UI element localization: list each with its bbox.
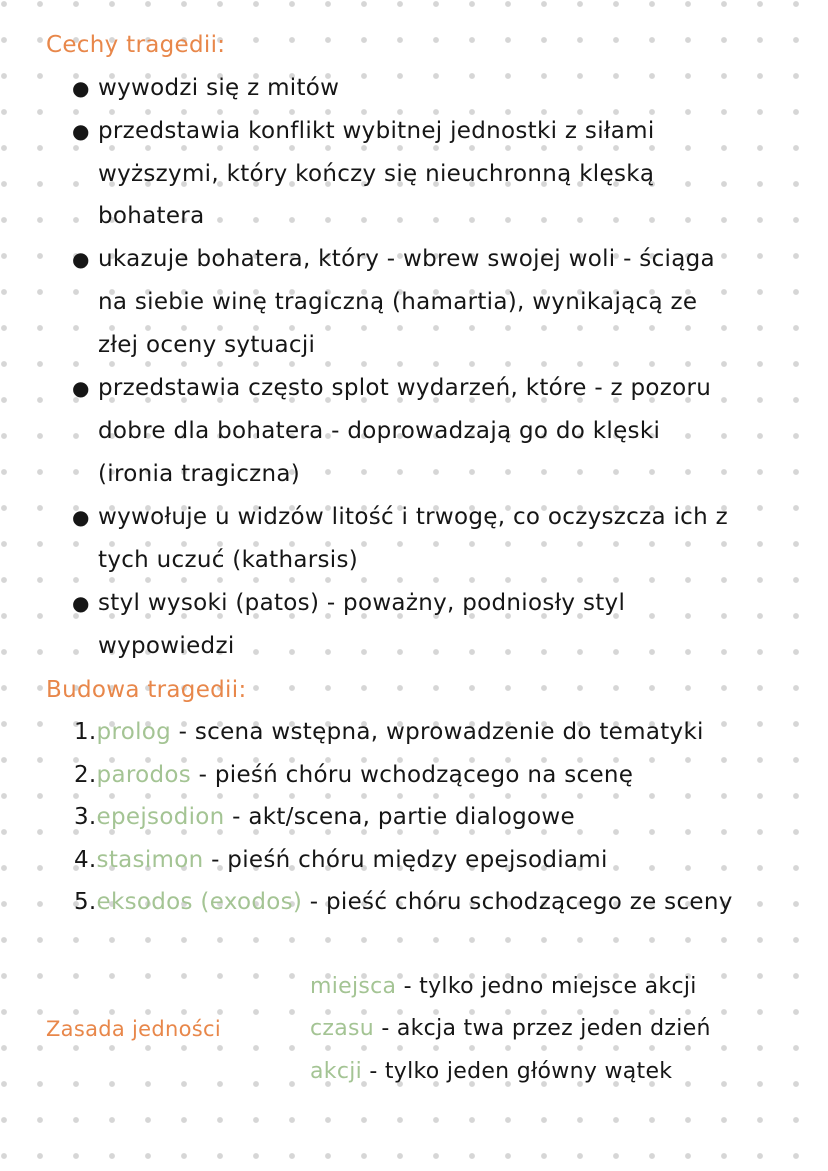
list-item-continuation: na siebie winę tragiczną (hamartia), wynikającą ze	[98, 289, 698, 315]
list-item: 1.prolog - scena wstępna, wprowadzenie do tematyki	[74, 719, 704, 745]
list-item-continuation: wyższymi, który kończy się nieuchronną klęską	[98, 161, 655, 187]
bullet-icon: ●	[72, 247, 90, 271]
bullet-icon: ●	[72, 76, 90, 100]
list-item-continuation: tych uczuć (katharsis)	[98, 547, 359, 573]
list-item: ● przedstawia często splot wydarzeń, które - z pozoru	[72, 375, 712, 401]
list-item: ● wywodzi się z mitów	[72, 75, 340, 101]
term: prolog	[96, 719, 172, 745]
term: miejsca	[310, 974, 397, 999]
bullet-icon: ●	[72, 591, 90, 615]
list-item: akcji - tylko jeden główny wątek	[310, 1059, 673, 1084]
bullet-icon: ●	[72, 505, 90, 529]
list-item: 3.epejsodion - akt/scena, partie dialogowe	[74, 804, 575, 830]
list-item: miejsca - tylko jedno miejsce akcji	[310, 974, 697, 999]
list-item: ● ukazuje bohatera, który - wbrew swojej woli - ściąga	[72, 246, 715, 272]
list-item: ● wywołuje u widzów litość i trwogę, co oczyszcza ich z	[72, 504, 728, 530]
bullet-icon: ●	[72, 119, 90, 143]
term: parodos	[96, 762, 192, 788]
list-item-continuation: złej oceny sytuacji	[98, 332, 316, 358]
list-item-continuation: wypowiedzi	[98, 633, 235, 659]
list-item-continuation: dobre dla bohatera - doprowadzają go do klęski	[98, 418, 661, 444]
term: epejsodion	[96, 804, 225, 830]
term: stasimon	[96, 847, 204, 873]
term: czasu	[310, 1016, 375, 1041]
section-title-budowa: Budowa tragedii:	[46, 677, 247, 703]
list-item: czasu - akcja twa przez jeden dzień	[310, 1016, 711, 1041]
term: eksodos (exodos)	[96, 889, 303, 915]
section-title-cechy: Cechy tragedii:	[46, 32, 226, 58]
term: akcji	[310, 1059, 363, 1084]
list-item: ● styl wysoki (patos) - poważny, podniosły styl	[72, 590, 626, 616]
list-item: ● przedstawia konflikt wybitnej jednostki z siłami	[72, 118, 655, 144]
bullet-icon: ●	[72, 376, 90, 400]
list-item-continuation: (ironia tragiczna)	[98, 461, 301, 487]
list-item: 4.stasimon - pieśń chóru między epejsodiami	[74, 847, 608, 873]
list-item-continuation: bohatera	[98, 203, 205, 229]
section-title-zasada: Zasada jedności	[46, 1017, 222, 1041]
list-item: 5.eksodos (exodos) - pieść chóru schodzącego ze sceny	[74, 889, 733, 915]
list-item: 2.parodos - pieśń chóru wchodzącego na scenę	[74, 762, 634, 788]
